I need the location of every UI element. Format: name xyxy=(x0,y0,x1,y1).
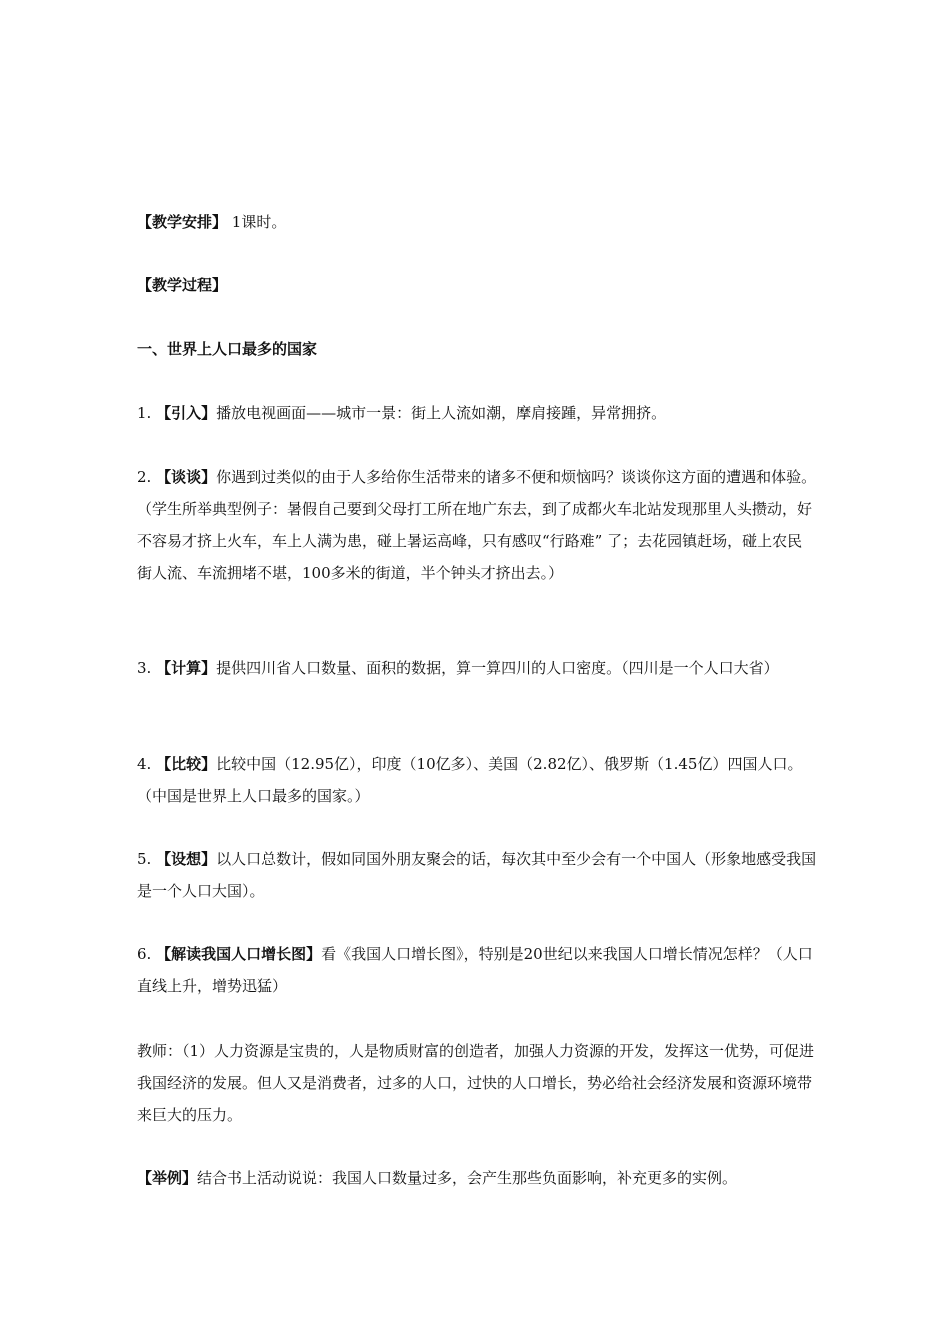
item-4 xyxy=(137,748,817,812)
item-text: 播放电视画面——城市一景：街上人流如潮，摩肩接踵，异常拥挤。 xyxy=(216,404,667,422)
item-number: 3. xyxy=(137,659,157,677)
item-2 xyxy=(137,461,817,589)
part1-heading: 一、世界上人口最多的国家 xyxy=(137,340,318,358)
item-tag: 【解读我国人口增长图】 xyxy=(156,945,322,963)
item-number: 1. xyxy=(137,404,157,422)
item-tag: 【比较】 xyxy=(156,755,217,773)
item-1 xyxy=(137,397,817,429)
item-tag: 【计算】 xyxy=(156,659,217,677)
arrangement-heading: 【教学安排】 xyxy=(137,213,228,231)
item-text: 你遇到过类似的由于人多给你生活带来的诸多不便和烦恼吗？谈谈你这方面的遭遇和体验。（学生所举典型例子：暑假自己要到父母打工所在地广东去，到了成都火车北站发现那里人头攒动，好不容易才挤上火车，车上人满为患，碰上暑运高峰，只有感叹“行路难” 了；去花园镇赶场，碰上农民街人流、车流拥堵不堪，100多米的街道，半个钟头才挤出去。） xyxy=(137,468,817,582)
item-5 xyxy=(137,843,817,907)
item-text: 以人口总数计，假如同国外朋友聚会的话，每次其中至少会有一个中国人（形象地感受我国是一个人口大国）。 xyxy=(137,850,817,900)
item-number: 6. xyxy=(137,945,157,963)
item-number: 5. xyxy=(137,850,157,868)
item-tag: 【引入】 xyxy=(156,404,217,422)
item-number: 2. xyxy=(137,468,157,486)
example-paragraph xyxy=(137,1162,817,1194)
item-tag: 【谈谈】 xyxy=(156,468,217,486)
item-6 xyxy=(137,938,817,1002)
item-3 xyxy=(137,652,817,684)
teacher-paragraph: 教师：（1）人力资源是宝贵的，人是物质财富的创造者，加强人力资源的开发，发挥这一优势，可促进我国经济的发展。但人又是消费者，过多的人口，过快的人口增长，势必给社会经济发展和资源环境带来巨大的压力。 xyxy=(137,1042,815,1124)
item-text: 比较中国（12.95亿），印度（10亿多）、美国（2.82亿）、俄罗斯（1.45亿）四国人口。（中国是世界上人口最多的国家。） xyxy=(137,755,803,805)
arrangement-text: 1课时。 xyxy=(227,213,287,231)
process-heading: 【教学过程】 xyxy=(137,276,228,294)
item-number: 4. xyxy=(137,755,157,773)
item-text: 看《我国人口增长图》，特别是20世纪以来我国人口增长情况怎样？（人口直线上升，增势迅猛） xyxy=(137,945,813,995)
item-tag: 【设想】 xyxy=(156,850,217,868)
arrangement-paragraph xyxy=(137,206,817,238)
example-tag: 【举例】 xyxy=(137,1169,198,1187)
item-text: 提供四川省人口数量、面积的数据，算一算四川的人口密度。（四川是一个人口大省） xyxy=(216,659,779,677)
example-text: 结合书上活动说说：我国人口数量过多，会产生那些负面影响，补充更多的实例。 xyxy=(197,1169,738,1187)
